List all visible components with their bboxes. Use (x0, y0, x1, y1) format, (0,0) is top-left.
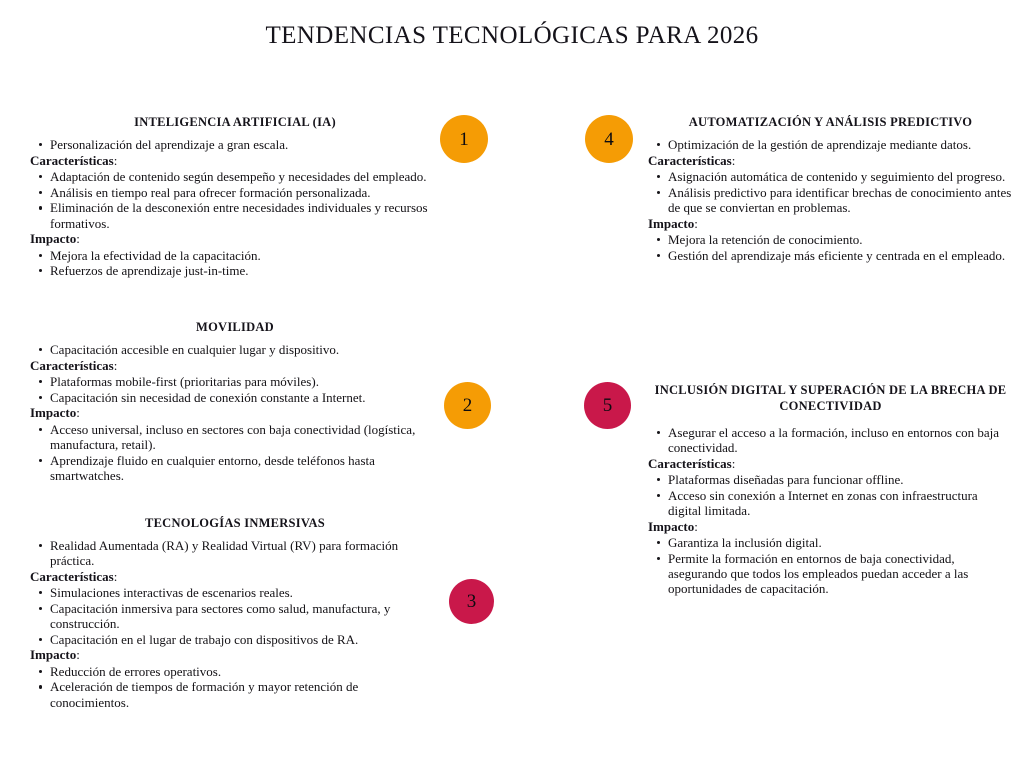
section-body (30, 137, 440, 278)
page-title: TENDENCIAS TECNOLÓGICAS PARA 2026 (265, 22, 759, 49)
badge-number: 5 (602, 395, 613, 416)
list-item: Refuerzos de aprendizaje just-in-time. (30, 263, 440, 278)
badge-2[interactable] (444, 382, 491, 429)
badge-4[interactable] (585, 115, 633, 163)
caracteristicas-label: Características: (648, 152, 736, 168)
impacto-list (30, 664, 440, 710)
badge-number: 4 (604, 128, 614, 150)
list-item: Capacitación sin necesidad de conexión constante a Internet. (30, 390, 440, 405)
section-heading: INCLUSIÓN DIGITAL Y SUPERACIÓN DE LA BRECHA DE CONECTIVIDAD (654, 383, 1007, 413)
list-item: Capacitación accesible en cualquier lugar y dispositivo. (30, 342, 440, 357)
list-item: Realidad Aumentada (RA) y Realidad Virtual (RV) para formación práctica. (30, 538, 440, 568)
list-item: Plataformas mobile-first (prioritarias para móviles). (30, 374, 440, 389)
intro-list (30, 137, 440, 152)
list-item: Capacitación inmersiva para sectores como salud, manufactura, y construcción. (30, 601, 440, 631)
list-item: Análisis predictivo para identificar brechas de conocimiento antes de que se conviertan en problemas. (648, 185, 1013, 215)
intro-list (648, 137, 1013, 152)
impacto-list (30, 248, 440, 279)
section-heading: AUTOMATIZACIÓN Y ANÁLISIS PREDICTIVO (688, 115, 973, 129)
list-item: Aceleración de tiempos de formación y mayor retención de conocimientos. (30, 679, 440, 709)
badge-number: 1 (459, 128, 469, 150)
caracteristicas-list (30, 585, 440, 647)
caracteristicas-label: Características: (30, 152, 118, 168)
section-automatizacion-analisis-predictivo (648, 114, 1013, 263)
list-item: Eliminación de la desconexión entre necesidades individuales y recursos formativos. (30, 200, 440, 230)
impacto-label: Impacto: (30, 647, 80, 663)
caracteristicas-list (648, 472, 1013, 518)
section-heading: INTELIGENCIA ARTIFICIAL (IA) (134, 115, 336, 129)
caracteristicas-list (648, 169, 1013, 215)
caracteristicas-label: Características: (30, 357, 118, 373)
impacto-label: Impacto: (30, 231, 80, 247)
list-item: Plataformas diseñadas para funcionar offline. (648, 472, 1013, 487)
caracteristicas-label: Características: (30, 568, 118, 584)
list-item: Acceso universal, incluso en sectores con baja conectividad (logística, manufactura, retail). (30, 422, 440, 452)
section-movilidad (30, 319, 440, 483)
impacto-label: Impacto: (30, 405, 80, 421)
caracteristicas-list (30, 169, 440, 231)
caracteristicas-list (30, 374, 440, 405)
list-item: Simulaciones interactivas de escenarios reales. (30, 585, 440, 600)
impacto-list (648, 535, 1013, 596)
intro-list (30, 538, 440, 568)
list-item: Mejora la efectividad de la capacitación. (30, 248, 440, 263)
impacto-list (30, 422, 440, 483)
list-item: Aprendizaje fluido en cualquier entorno, desde teléfonos hasta smartwatches. (30, 453, 440, 483)
section-body (30, 538, 440, 710)
list-item: Análisis en tiempo real para ofrecer formación personalizada. (30, 185, 440, 200)
section-body (648, 137, 1013, 263)
list-item: Acceso sin conexión a Internet en zonas con infraestructura digital limitada. (648, 488, 1013, 518)
list-item: Permite la formación en entornos de baja conectividad, asegurando que todos los empleados puedan acceder a las oportunidades de capacitación. (648, 551, 1013, 597)
badge-1[interactable] (440, 115, 488, 163)
section-heading: MOVILIDAD (196, 320, 274, 334)
badge-5[interactable] (584, 382, 631, 429)
badge-3[interactable] (449, 579, 494, 624)
list-item: Garantiza la inclusión digital. (648, 535, 1013, 550)
intro-list (30, 342, 440, 357)
intro-list (648, 425, 1013, 455)
list-item: Personalización del aprendizaje a gran escala. (30, 137, 440, 152)
section-inteligencia-artificial (30, 114, 440, 279)
badge-number: 3 (466, 591, 477, 612)
section-heading: TECNOLOGÍAS INMERSIVAS (145, 516, 325, 530)
caracteristicas-label: Características: (648, 455, 736, 471)
section-body (30, 342, 440, 483)
impacto-label: Impacto: (648, 518, 698, 534)
list-item: Reducción de errores operativos. (30, 664, 440, 679)
impacto-label: Impacto: (648, 215, 698, 231)
list-item: Asignación automática de contenido y seguimiento del progreso. (648, 169, 1013, 184)
list-item: Adaptación de contenido según desempeño y necesidades del empleado. (30, 169, 440, 184)
badge-number: 2 (462, 395, 473, 416)
list-item: Gestión del aprendizaje más eficiente y centrada en el empleado. (648, 248, 1013, 263)
impacto-list (648, 232, 1013, 263)
list-item: Optimización de la gestión de aprendizaje mediante datos. (648, 137, 1013, 152)
section-body (648, 425, 1013, 596)
list-item: Capacitación en el lugar de trabajo con dispositivos de RA. (30, 632, 440, 647)
section-tecnologias-inmersivas (30, 515, 440, 710)
list-item: Asegurar el acceso a la formación, incluso en entornos con baja conectividad. (648, 425, 1013, 455)
list-item: Mejora la retención de conocimiento. (648, 232, 1013, 247)
section-inclusion-digital (648, 382, 1013, 597)
